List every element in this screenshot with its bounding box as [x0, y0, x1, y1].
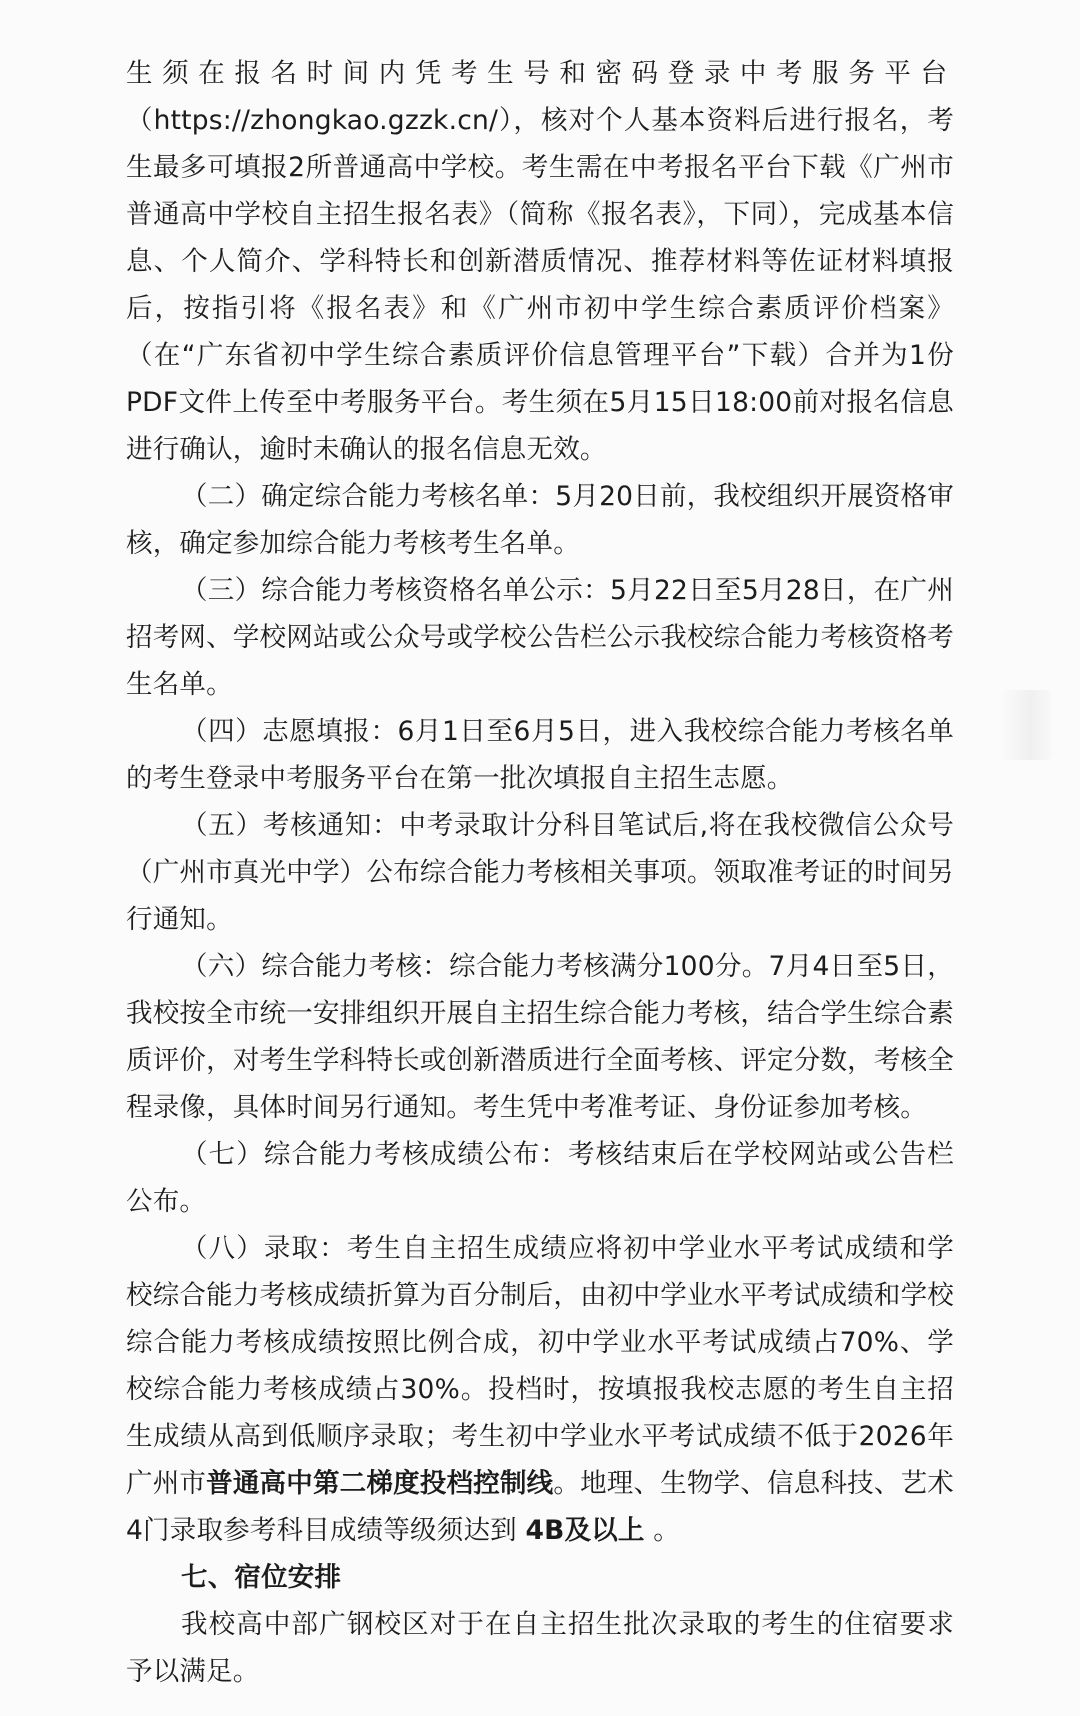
- paragraph-admission: [126, 1225, 954, 1554]
- admission-grade-requirement: 4B及以上: [525, 1515, 645, 1546]
- paragraph-confirm-list: （二）确定综合能力考核名单：5月20日前，我校组织开展资格审核，确定参加综合能力考核考生名单。: [126, 481, 954, 559]
- admission-text-c: 。: [644, 1515, 680, 1546]
- paragraph-registration: [126, 50, 954, 473]
- admission-text-b: 。地理、生物学、信息科技、艺术4门录取参考科目成绩等级须达到: [126, 1468, 955, 1546]
- registration-text: （https://zhongkao.gzzk.cn/），核对个人基本资料后进行报名，考生最多可填报2所普通高中学校。考生需在中考报名平台下载《广州市普通高中学校自主招生报名表》（简称《报名表》，下同），完成基本信息、个人简介、学科特长和创新潜质情况、推荐材料等佐证材料填报后，按指引将《报名表》和《广州市初中学生综合素质评价档案》（在“广东省初中学生综合素质评价信息管理平台”下载）合并为1份PDF文件上传至中考服务平台。考生须在5月15日18:00前对报名信息进行确认，逾时未确认的报名信息无效。: [126, 105, 954, 465]
- paragraph-public-notice: （三）综合能力考核资格名单公示：5月22日至5月28日，在广州招考网、学校网站或公众号或学校公告栏公示我校综合能力考核资格考生名单。: [126, 575, 954, 700]
- paragraph-dormitory: 我校高中部广钢校区对于在自主招生批次录取的考生的住宿要求予以满足。: [126, 1609, 954, 1687]
- paragraph-assessment-notice: （五）考核通知：中考录取计分科目笔试后,将在我校微信公众号（广州市真光中学）公布综合能力考核相关事项。领取准考证的时间另行通知。: [126, 810, 954, 935]
- paragraph-application-filling: （四）志愿填报：6月1日至6月5日，进入我校综合能力考核名单的考生登录中考服务平台在第一批次填报自主招生志愿。: [126, 716, 954, 794]
- paragraph-comprehensive-assessment: （六）综合能力考核：综合能力考核满分100分。7月4日至5日，我校按全市统一安排组织开展自主招生综合能力考核，结合学生综合素质评价，对考生学科特长或创新潜质进行全面考核、评定分数，考核全程录像，具体时间另行通知。考生凭中考准考证、身份证参加考核。: [126, 951, 954, 1123]
- admission-control-line: 普通高中第二梯度投档控制线: [206, 1468, 554, 1499]
- scan-artifact: [1000, 690, 1052, 760]
- registration-line-1: 生须在报名时间内凭考生号和密码登录中考服务平台: [126, 58, 954, 89]
- section-heading-dormitory: 七、宿位安排: [181, 1562, 342, 1593]
- paragraph-score-publication: （七）综合能力考核成绩公布：考核结束后在学校网站或公告栏公布。: [126, 1139, 954, 1217]
- document-body: [126, 50, 954, 1695]
- admission-text-a: （八）录取：考生自主招生成绩应将初中学业水平考试成绩和学校综合能力考核成绩折算为百分制后，由初中学业水平考试成绩和学校综合能力考核成绩按照比例合成，初中学业水平考试成绩占70%、学校综合能力考核成绩占30%。投档时，按填报我校志愿的考生自主招生成绩从高到低顺序录取；考生初中学业水平考试成绩不低于2026年广州市: [126, 1233, 954, 1499]
